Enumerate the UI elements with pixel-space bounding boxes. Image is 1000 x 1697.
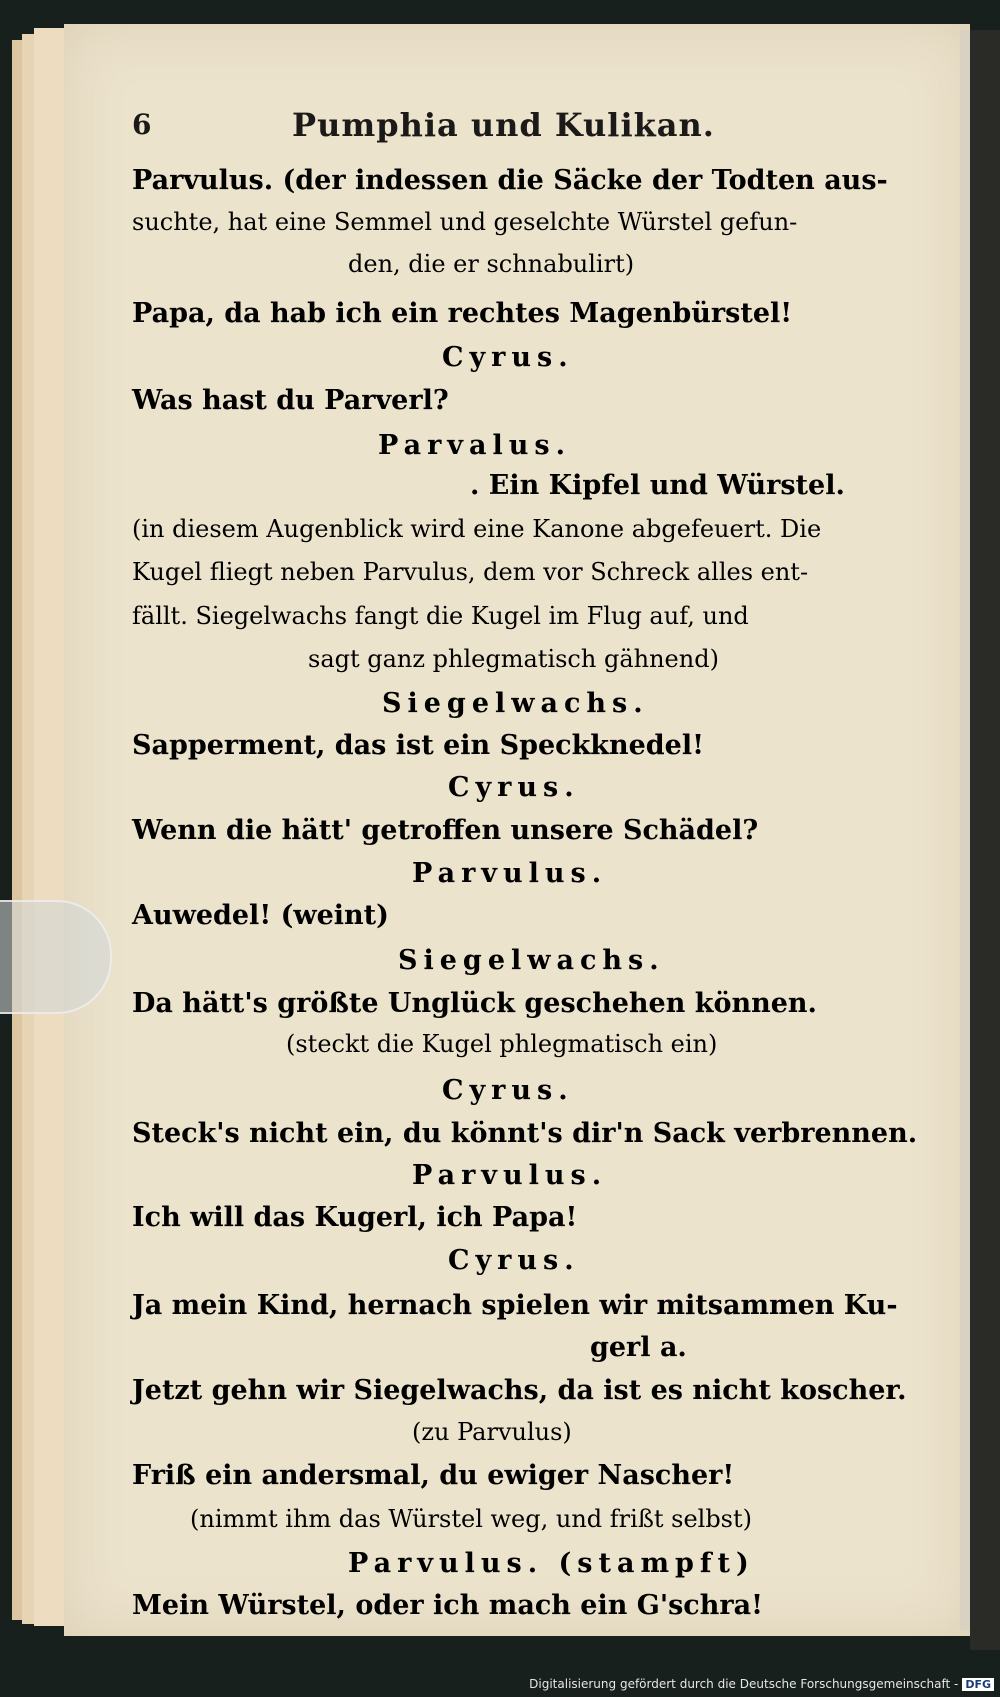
text-line: Parvulus. (der indessen die Säcke der Todten aus- bbox=[132, 165, 888, 196]
dialogue-line: gerl a. bbox=[590, 1332, 687, 1363]
dialogue-line: Ja mein Kind, hernach spielen wir mitsammen Ku- bbox=[132, 1290, 898, 1321]
stage-direction: Kugel fliegt neben Parvulus, dem vor Schreck alles ent- bbox=[132, 558, 809, 586]
dialogue-line: Sapperment, das ist ein Speckknedel! bbox=[132, 730, 704, 761]
dialogue-line: Friß ein andersmal, du ewiger Nascher! bbox=[132, 1460, 735, 1491]
dialogue-line: Was hast du Parverl? bbox=[132, 385, 449, 416]
dialogue-line: Steck's nicht ein, du könnt's dir'n Sack verbrennen. bbox=[132, 1118, 918, 1149]
dialogue-line: Wenn die hätt' getroffen unsere Schädel? bbox=[132, 815, 759, 846]
speaker-name: Cyrus. bbox=[448, 1245, 580, 1276]
scan-border bbox=[970, 30, 1000, 1650]
stage-direction: (zu Parvulus) bbox=[412, 1418, 572, 1446]
stage-direction: sagt ganz phlegmatisch gähnend) bbox=[308, 645, 719, 673]
credit-text: Digitalisierung gefördert durch die Deutsche Forschungsgemeinschaft - bbox=[529, 1677, 959, 1691]
stage-direction: (nimmt ihm das Würstel weg, und frißt selbst) bbox=[190, 1505, 753, 1533]
speaker-name: Cyrus. bbox=[442, 1075, 574, 1106]
page-text bbox=[132, 100, 902, 160]
running-title: Pumphia und Kulikan. bbox=[292, 106, 715, 144]
dialogue-line: Jetzt gehn wir Siegelwachs, da ist es nicht koscher. bbox=[132, 1375, 907, 1406]
speaker-name: Cyrus. bbox=[448, 772, 580, 803]
dialogue-line: Papa, da hab ich ein rechtes Magenbürstel! bbox=[132, 298, 793, 329]
dfg-logo: DFG bbox=[962, 1678, 994, 1691]
dialogue-line: Ich will das Kugerl, ich Papa! bbox=[132, 1202, 578, 1233]
dialogue-line: Auwedel! (weint) bbox=[132, 900, 389, 931]
speaker-name: Parvalus. bbox=[378, 430, 571, 461]
stage-direction: (in diesem Augenblick wird eine Kanone abgefeuert. Die bbox=[132, 515, 822, 543]
stage-direction: (steckt die Kugel phlegmatisch ein) bbox=[286, 1030, 718, 1058]
page-clip bbox=[0, 900, 112, 1014]
dialogue-line: . Ein Kipfel und Würstel. bbox=[470, 470, 845, 501]
page-number: 6 bbox=[132, 108, 152, 141]
speaker-name: Parvulus. bbox=[412, 1160, 608, 1191]
speaker-name: Parvulus. bbox=[412, 858, 608, 889]
stage-direction: den, die er schnabulirt) bbox=[348, 250, 635, 278]
digitization-credit bbox=[529, 1677, 994, 1691]
stage-direction: fällt. Siegelwachs fangt die Kugel im Flug auf, und bbox=[132, 602, 749, 630]
dialogue-line: Mein Würstel, oder ich mach ein G'schra! bbox=[132, 1590, 763, 1621]
speaker-name: Siegelwachs. bbox=[398, 945, 665, 976]
page-header bbox=[132, 100, 902, 160]
stage-direction: suchte, hat eine Semmel und geselchte Würstel gefun- bbox=[132, 208, 798, 236]
dialogue-line: Da hätt's größte Unglück geschehen können. bbox=[132, 988, 817, 1019]
speaker-name: Parvulus. (stampft) bbox=[348, 1548, 755, 1579]
speaker-name: Cyrus. bbox=[442, 342, 574, 373]
speaker-name: Siegelwachs. bbox=[382, 688, 649, 719]
